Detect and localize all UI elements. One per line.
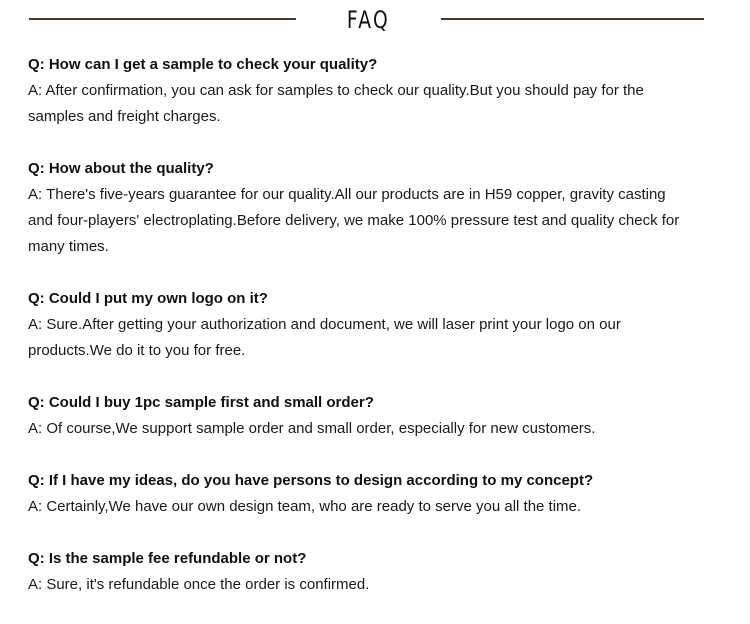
faq-question: Q: Could I put my own logo on it?	[28, 290, 268, 307]
faq-item	[28, 286, 728, 364]
faq-item	[28, 468, 728, 520]
header-rule-left	[29, 18, 296, 20]
faq-answer-line: products.We do it to you for free.	[28, 342, 246, 359]
faq-question: Q: How about the quality?	[28, 160, 214, 177]
faq-question: Q: How can I get a sample to check your quality?	[28, 56, 378, 73]
page-title: FAQ	[346, 6, 391, 34]
header-rule-right	[441, 18, 704, 20]
faq-item	[28, 390, 728, 442]
faq-answer-line: A: Of course,We support sample order and small order, especially for new customers.	[28, 420, 596, 437]
faq-answer-line: A: After confirmation, you can ask for samples to check our quality.But you should pay for the	[28, 82, 644, 99]
faq-answer-line: A: Sure.After getting your authorization and document, we will laser print your logo on our	[28, 316, 621, 333]
faq-item	[28, 546, 728, 598]
faq-answer-line: samples and freight charges.	[28, 108, 221, 125]
faq-question: Q: Could I buy 1pc sample first and small order?	[28, 394, 374, 411]
faq-answer-line: and four-players' electroplating.Before delivery, we make 100% pressure test and quality check for	[28, 212, 680, 229]
faq-item	[28, 52, 728, 130]
faq-header	[0, 0, 750, 44]
faq-answer-line: A: Certainly,We have our own design team, who are ready to serve you all the time.	[28, 498, 582, 515]
faq-item	[28, 156, 728, 260]
faq-question: Q: Is the sample fee refundable or not?	[28, 550, 307, 567]
faq-question: Q: If I have my ideas, do you have persons to design according to my concept?	[28, 472, 594, 489]
faq-answer-line: many times.	[28, 238, 109, 255]
faq-answer-line: A: Sure, it's refundable once the order is confirmed.	[28, 576, 370, 593]
faq-answer-line: A: There's five-years guarantee for our quality.All our products are in H59 copper, gravity casting	[28, 186, 666, 203]
faq-list	[28, 52, 728, 624]
